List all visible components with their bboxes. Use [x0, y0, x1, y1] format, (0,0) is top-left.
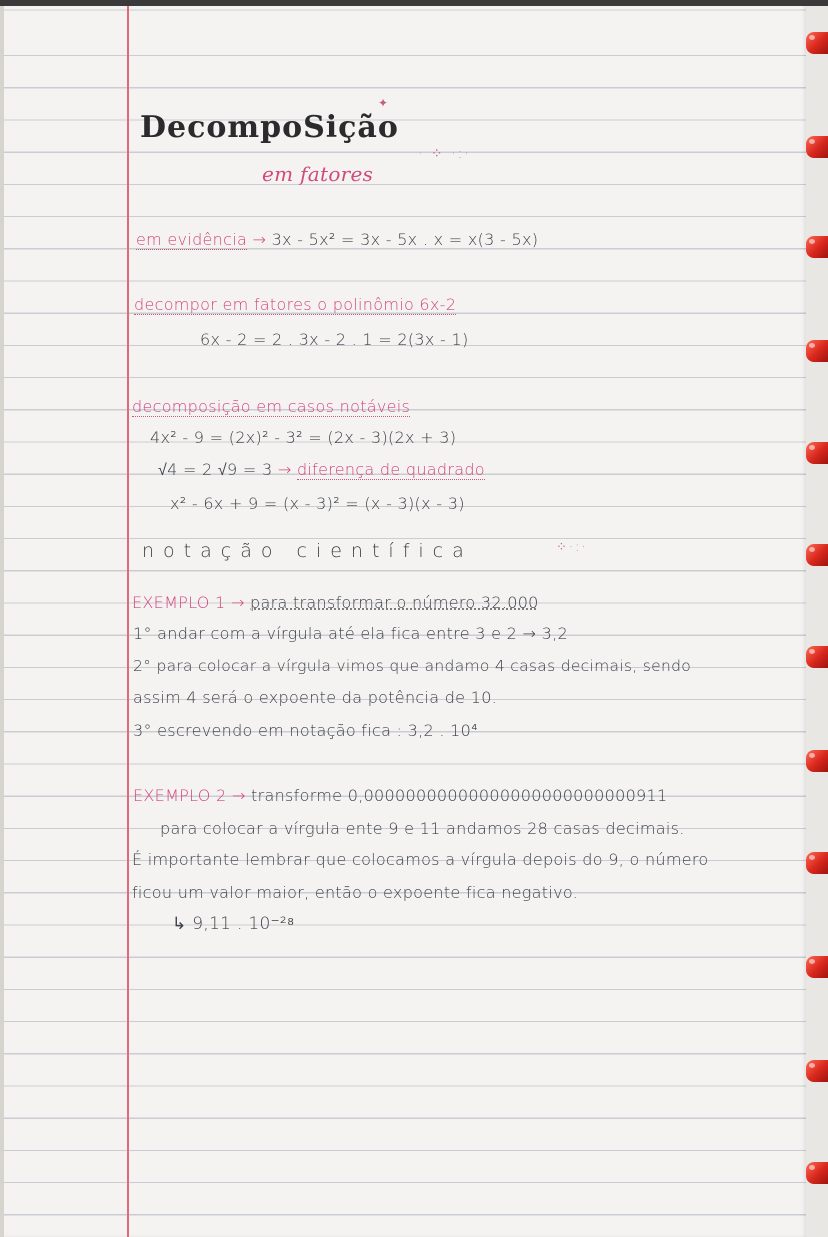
ex1-line-4: assim 4 será o expoente da potência de 10.	[133, 688, 498, 707]
ex2-line-2: para colocar a vírgula ente 9 e 11 andamos 28 casas decimais.	[160, 819, 685, 838]
dots-decoration-icon: ⁘·:·	[556, 540, 588, 555]
spiral-ring	[806, 544, 828, 566]
dots-decoration-icon: · ⁘ ·:·	[418, 146, 471, 162]
ex2-line-3: É importante lembrar que colocamos a vírgula depois do 9, o número	[132, 850, 709, 869]
ex2-text: transforme 0,00000000000000000000000000911	[251, 786, 668, 805]
evidencia-formula: 3x - 5x² = 3x - 5x . x = x(3 - 5x)	[271, 230, 539, 249]
fatorar-label: decompor em fatores o polinômio 6x-2	[134, 295, 457, 314]
arrow-icon: →	[252, 230, 267, 249]
arrow-icon: →	[231, 786, 246, 805]
spiral-ring	[806, 32, 828, 54]
sparkle-icon: ✦	[378, 96, 389, 110]
spiral-ring	[806, 340, 828, 362]
ex1-label: EXEMPLO 1	[132, 593, 226, 612]
fatorar-formula: 6x - 2 = 2 . 3x - 2 . 1 = 2(3x - 1)	[200, 330, 469, 349]
page-subtitle: em fatores	[262, 162, 374, 186]
ex2-row	[133, 786, 668, 805]
ex2-line-5: ↳ 9,11 . 10⁻²⁸	[172, 914, 295, 934]
casos-line-3: x² - 6x + 9 = (x - 3)² = (x - 3)(x - 3)	[170, 494, 465, 513]
spiral-ring	[806, 1162, 828, 1184]
casos-line-1: 4x² - 9 = (2x)² - 3² = (2x - 3)(2x + 3)	[150, 428, 457, 447]
spiral-ring	[806, 136, 828, 158]
roots-text: √4 = 2 √9 = 3	[158, 460, 273, 479]
spiral-ring	[806, 852, 828, 874]
arrow-icon: →	[230, 593, 245, 612]
ex1-line-5: 3° escrevendo em notação fica : 3,2 . 10⁴	[133, 721, 478, 740]
page-title: DecompoSição	[140, 110, 399, 145]
spiral-ring	[806, 236, 828, 258]
spiral-ring	[806, 442, 828, 464]
spiral-ring	[806, 646, 828, 668]
ex2-line-4: ficou um valor maior, então o expoente fica negativo.	[132, 883, 579, 902]
arrow-icon: →	[277, 460, 292, 479]
page-left-edge	[0, 0, 4, 1237]
spiral-ring	[806, 1060, 828, 1082]
margin-line	[127, 0, 129, 1237]
ex1-row	[132, 593, 539, 612]
ex1-text: para transformar o número 32.000	[250, 593, 539, 612]
ex1-line-3: 2° para colocar a vírgula vimos que andamo 4 casas decimais, sendo	[133, 657, 691, 675]
casos-label: decomposição em casos notáveis	[132, 397, 411, 416]
notacao-heading: notação científica	[142, 540, 473, 562]
diferenca-label: diferença de quadrado	[296, 460, 485, 479]
notebook-top-edge	[0, 0, 828, 6]
spiral-ring	[806, 750, 828, 772]
ex2-label: EXEMPLO 2	[133, 786, 227, 805]
spiral-ring	[806, 956, 828, 978]
casos-line-2	[158, 460, 485, 480]
ex1-line-2: 1° andar com a vírgula até ela fica entre 3 e 2 → 3,2	[133, 624, 568, 643]
evidencia-label: em evidência	[136, 230, 248, 249]
evidencia-row	[136, 230, 538, 249]
